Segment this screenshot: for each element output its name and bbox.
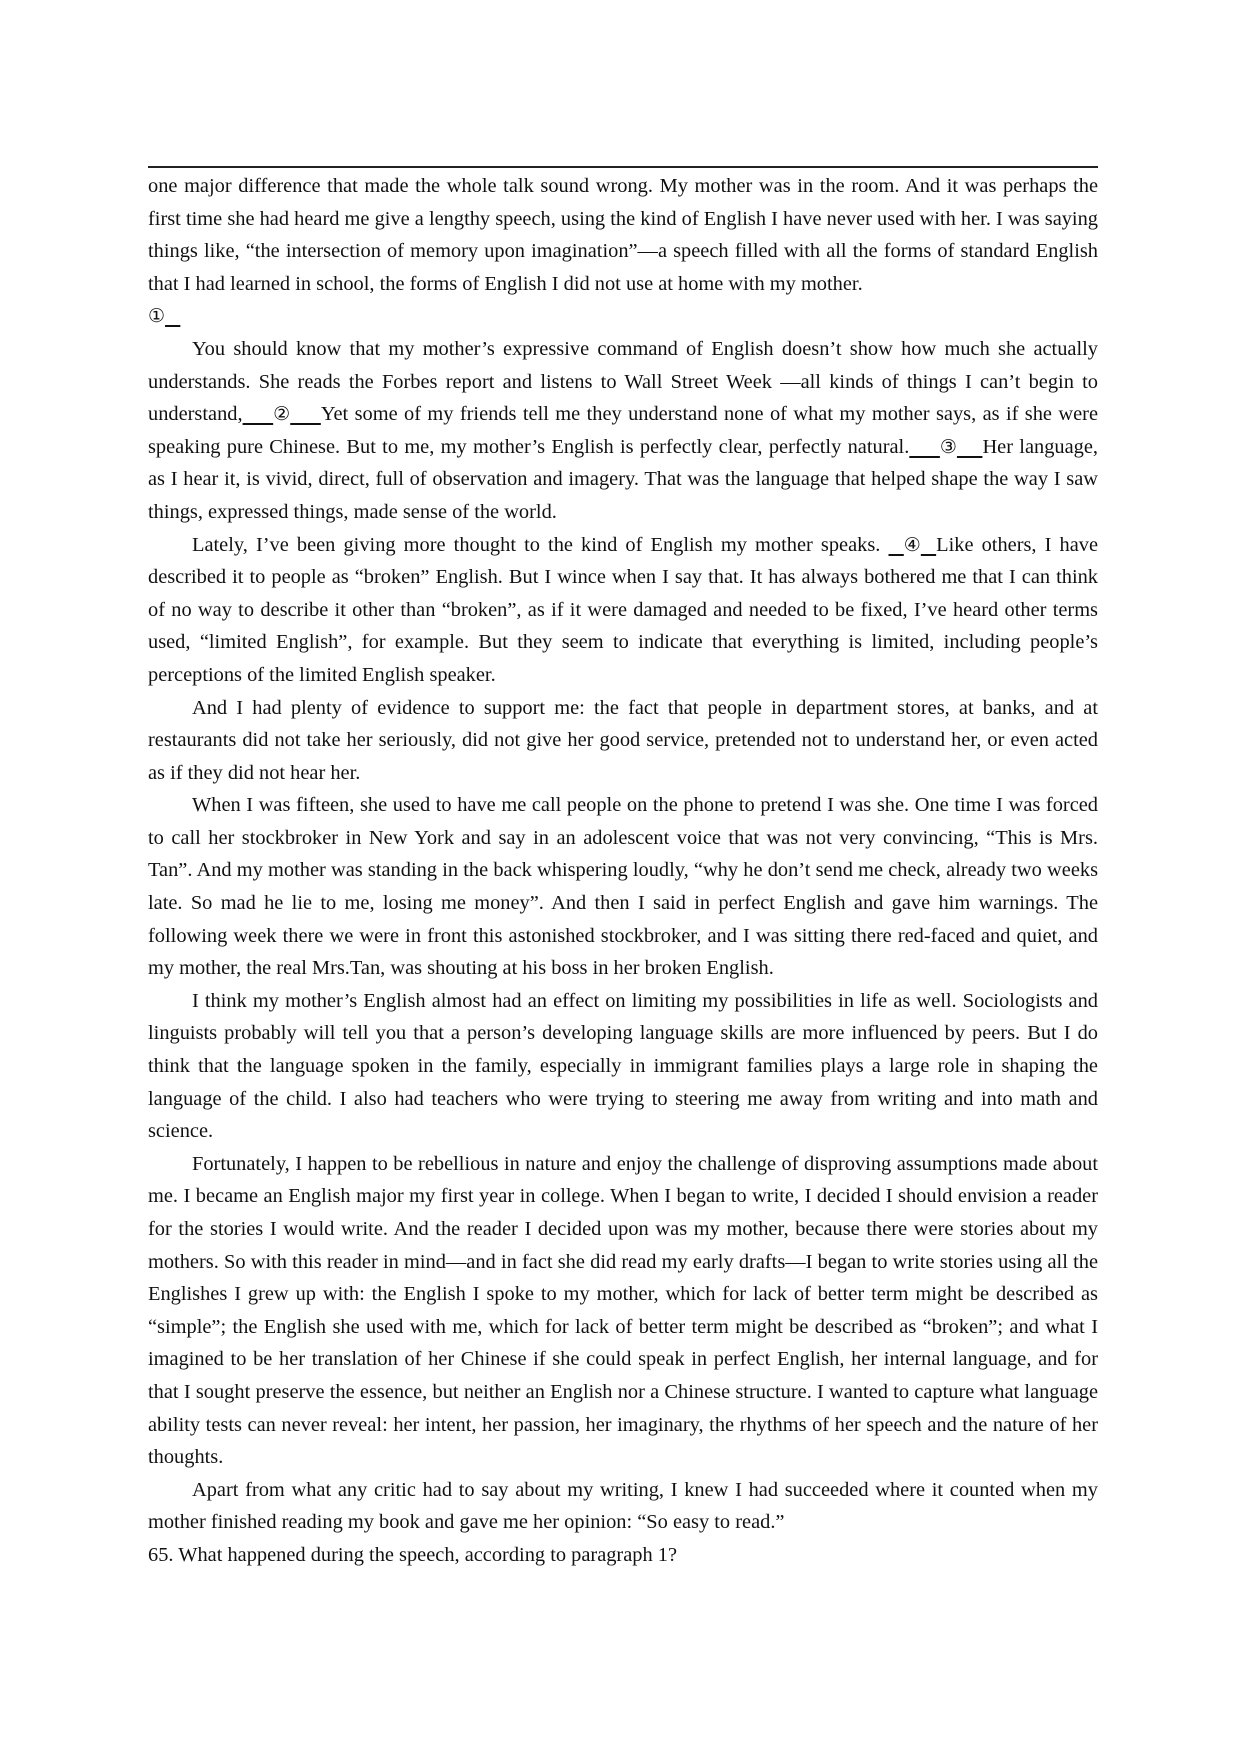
- paragraph-1: [148, 170, 1098, 333]
- paragraph-1-text: one major difference that made the whole talk sound wrong. My mother was in the room. And it was perhaps the first time she had heard me give a lengthy speech, using the kind of English I have never used with her. I was saying things like, “the intersection of memory upon imagination”—a speech filled with all the forms of standard English that I had learned in school, the forms of English I did not use at home with my mother.: [148, 175, 1098, 295]
- blank-2-number: ②: [273, 404, 291, 426]
- paragraph-6: I think my mother’s English almost had an effect on limiting my possibilities in life as well. Sociologists and linguists probably will tell you that a person’s developing language skills are more influenced by peers. But I do think that the language spoken in the family, especially in immigrant families plays a large role in shaping the language of the child. I also had teachers who were trying to steering me away from writing and into math and science.: [148, 989, 1098, 1143]
- blank-4-number: ④: [903, 534, 921, 556]
- paragraph-2-part-c: Her language, as I hear it, is vivid, direct, full of observation and imagery. That was the language that helped shape the way I saw things, expressed things, made sense of the world.: [148, 435, 1098, 523]
- blank-3-number: ③: [939, 436, 957, 458]
- blank-4: [888, 529, 936, 562]
- header-rule: [148, 166, 1098, 168]
- blank-3: [909, 431, 982, 464]
- paragraph-3: [148, 529, 1098, 692]
- paragraph-2-part-b: Yet some of my friends tell me they understand none of what my mother says, as if she were speaking pure Chinese. But to me, my mother’s English is perfectly clear, perfectly natural.: [148, 403, 1098, 458]
- paragraph-2: [148, 333, 1098, 529]
- paragraph-3-part-b: Like others, I have described it to people as “broken” English. But I wince when I say that. It has always bothered me that I can think of no way to describe it other than “broken”, as if it were damaged and needed to be fixed, I’ve heard other terms used, “limited English”, for example. But they seem to indicate that everything is limited, including people’s perceptions of the limited English speaker.: [148, 533, 1099, 686]
- paragraph-7: Fortunately, I happen to be rebellious in nature and enjoy the challenge of disproving assumptions made about me. I became an English major my first year in college. When I began to write, I decided I should envision a reader for the stories I would write. And the reader I decided upon was my mother, because there were stories about my mothers. So with this reader in mind—and in fact she did read my early drafts—I began to write stories using all the Englishes I grew up with: the English I spoke to my mother, which for lack of better term might be described as “simple”; the English she used with me, which for lack of better term might be described as “broken”; and what I imagined to be her translation of her Chinese if she could speak in perfect English, her internal language, and for that I sought preserve the essence, but neither an English nor a Chinese structure. I wanted to capture what language ability tests can never reveal: her intent, her passion, her imaginary, the rhythms of her speech and the nature of her thoughts.: [148, 1152, 1098, 1469]
- paragraph-4: And I had plenty of evidence to support me: the fact that people in department stores, at banks, and at restaurants did not take her seriously, did not give her good service, pretended not to understand her, or even acted as if they did not hear her.: [148, 696, 1098, 784]
- blank-2: [243, 398, 321, 431]
- blank-1-number: ①: [148, 306, 166, 328]
- question-65: 65. What happened during the speech, according to paragraph 1?: [148, 1543, 678, 1566]
- paragraph-3-part-a: Lately, I’ve been giving more thought to the kind of English my mother speaks.: [192, 533, 881, 556]
- paragraph-2-part-a: You should know that my mother’s expressive command of English doesn’t show how much she actually understands. She reads the Forbes report and listens to Wall Street Week —all kinds of things I can’t begin to understand,: [148, 337, 1098, 426]
- paragraph-8: Apart from what any critic had to say about my writing, I knew I had succeeded where it counted when my mother finished reading my book and gave me her opinion: “So easy to read.”: [148, 1478, 1098, 1534]
- paragraph-5: When I was fifteen, she used to have me call people on the phone to pretend I was she. One time I was forced to call her stockbroker in New York and say in an adolescent voice that was not very convincing, “This is Mrs. Tan”. And my mother was standing in the back whispering loudly, “why he don’t send me check, already two weeks late. So mad he lie to me, losing me money”. And then I said in perfect English and gave him warnings. The following week there we were in front this astonished stockbroker, and I was sitting there red-faced and quiet, and my mother, the real Mrs.Tan, was shouting at his boss in her broken English.: [148, 794, 1098, 980]
- blank-1: [148, 300, 180, 333]
- passage-body: [148, 170, 1098, 1572]
